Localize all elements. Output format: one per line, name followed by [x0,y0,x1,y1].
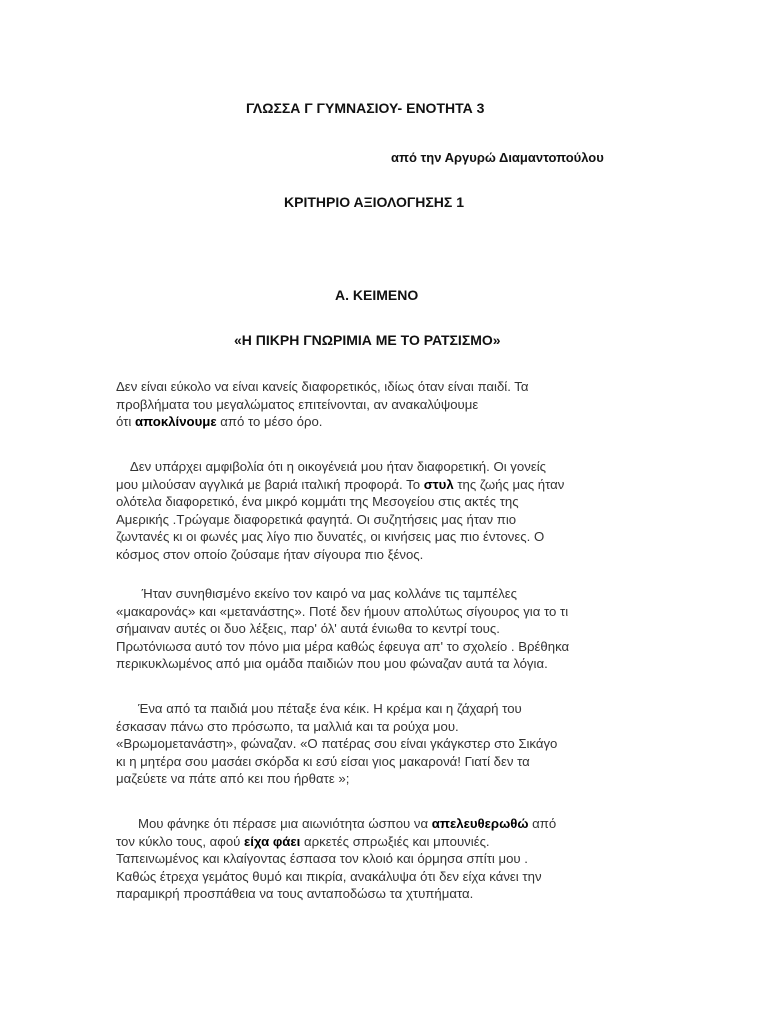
paragraph-line: προβλήματα του μεγαλώματος επιτείνονται, αν ανακαλύψουμε [116,396,479,412]
paragraph-line [116,815,656,833]
paragraph-line: «μακαρονάς» και «μετανάστης». Ποτέ δεν ήμουν απολύτως σίγουρος για το τι [116,603,569,619]
paragraph-line [116,833,656,851]
paragraph-3 [116,585,656,673]
paragraph-line: κι η μητέρα σου μασάει σκόρδα κι εσύ είσαι γιος μακαρονά! Γιατί δεν τα [116,753,530,769]
paragraph-line: κόσμος στον οποίο ζούσαμε ήταν σίγουρα πιο ξένος. [116,546,424,562]
paragraph-line [116,413,656,431]
text-run: μου μιλούσαν αγγλικά με βαριά ιταλική προφορά. Το [116,476,424,492]
text-run: της ζωής μας ήταν [453,476,565,492]
highlighted-word: αποκλίνουμε [134,414,217,430]
paragraph-line: Δεν είναι εύκολο να είναι κανείς διαφορετικός, ιδίως όταν είναι παιδί. Τα [116,379,529,394]
highlighted-word: στυλ [423,476,454,492]
paragraph-line: Καθώς έτρεχα γεμάτος θυμό και πικρία, ανακάλυψα ότι δεν είχα κάνει την [116,868,542,884]
paragraph-line [116,476,656,494]
highlighted-word: είχα φάει [244,833,301,849]
paragraph-line: περικυκλωμένος από μια ομάδα παιδιών που μου φώναζαν αυτά τα λόγια. [116,656,548,672]
text-run: αρκετές σπρωξιές και μπουνιές. [300,833,490,849]
paragraph-2 [116,458,656,564]
paragraph-line: ζωντανές κι οι φωνές μας λίγο πιο δυνατές, οι κινήσεις μας πιο έντονες. Ο [116,529,545,545]
text-run: από το μέσο όρο. [216,414,323,430]
paragraph-line: Δεν υπάρχει αμφιβολία ότι η οικογένειά μου ήταν διαφορετική. Οι γονείς [116,459,546,474]
paragraph-line: έσκασαν πάνω στο πρόσωπο, τα μαλλιά και τα ρούχα μου. [116,718,459,734]
paragraph-line: Αμερικής .Τρώγαμε διαφορετικά φαγητά. Οι συζητήσεις μας ήταν πιο [116,511,517,527]
paragraph-5 [116,815,656,903]
text-title: «Η ΠΙΚΡΗ ΓΝΩΡΙΜΙΑ ΜΕ ΤΟ ΡΑΤΣΙΣΜΟ» [234,332,501,348]
criterion-heading: ΚΡΙΤΗΡΙΟ ΑΞΙΟΛΟΓΗΣΗΣ 1 [284,194,464,210]
text-run: από [528,816,557,831]
author-line: από την Αργυρώ Διαμαντοπούλου [391,150,604,165]
paragraph-line: Πρωτόνιωσα αυτό τον πόνο μια μέρα καθώς έφευγα απ' το σχολείο . Βρέθηκα [116,638,570,654]
paragraph-1 [116,378,656,431]
document-title: ΓΛΩΣΣΑ Γ ΓΥΜΝΑΣΙΟΥ- ΕΝΟΤΗΤΑ 3 [246,100,485,116]
paragraph-line: Ήταν συνηθισμένο εκείνο τον καιρό να μας κολλάνε τις ταμπέλες [116,586,517,601]
paragraph-line: Ένα από τα παιδιά μου πέταξε ένα κέικ. Η κρέμα και η ζάχαρή του [116,701,522,716]
paragraph-line: Ταπεινωμένος και κλαίγοντας έσπασα τον κλοιό και όρμησα σπίτι μου . [116,851,528,867]
section-heading: Α. ΚΕΙΜΕΝΟ [335,287,419,303]
paragraph-line: μαζεύετε να πάτε από κει που ήρθατε »; [116,771,350,787]
paragraph-line: «Βρωμομετανάστη», φώναζαν. «Ο πατέρας σου είναι γκάγκστερ στο Σικάγο [116,736,558,752]
text-run: τον κύκλο τους, αφού [116,833,245,849]
paragraph-line: σήμαιναν αυτές οι δυο λέξεις, παρ' όλ' αυτά ένιωθα το κεντρί τους. [116,621,500,637]
paragraph-line: ολότελα διαφορετικό, ένα μικρό κομμάτι της Μεσογείου στις ακτές της [116,494,519,510]
paragraph-line: παραμικρή προσπάθεια να τους ανταποδώσω τα χτυπήματα. [116,886,474,902]
text-run: Μου φάνηκε ότι πέρασε μια αιωνιότητα ώσπου να [116,816,432,831]
text-run: ότι [116,414,135,430]
paragraph-4 [116,700,656,788]
highlighted-word: απελευθερωθώ [431,816,529,831]
